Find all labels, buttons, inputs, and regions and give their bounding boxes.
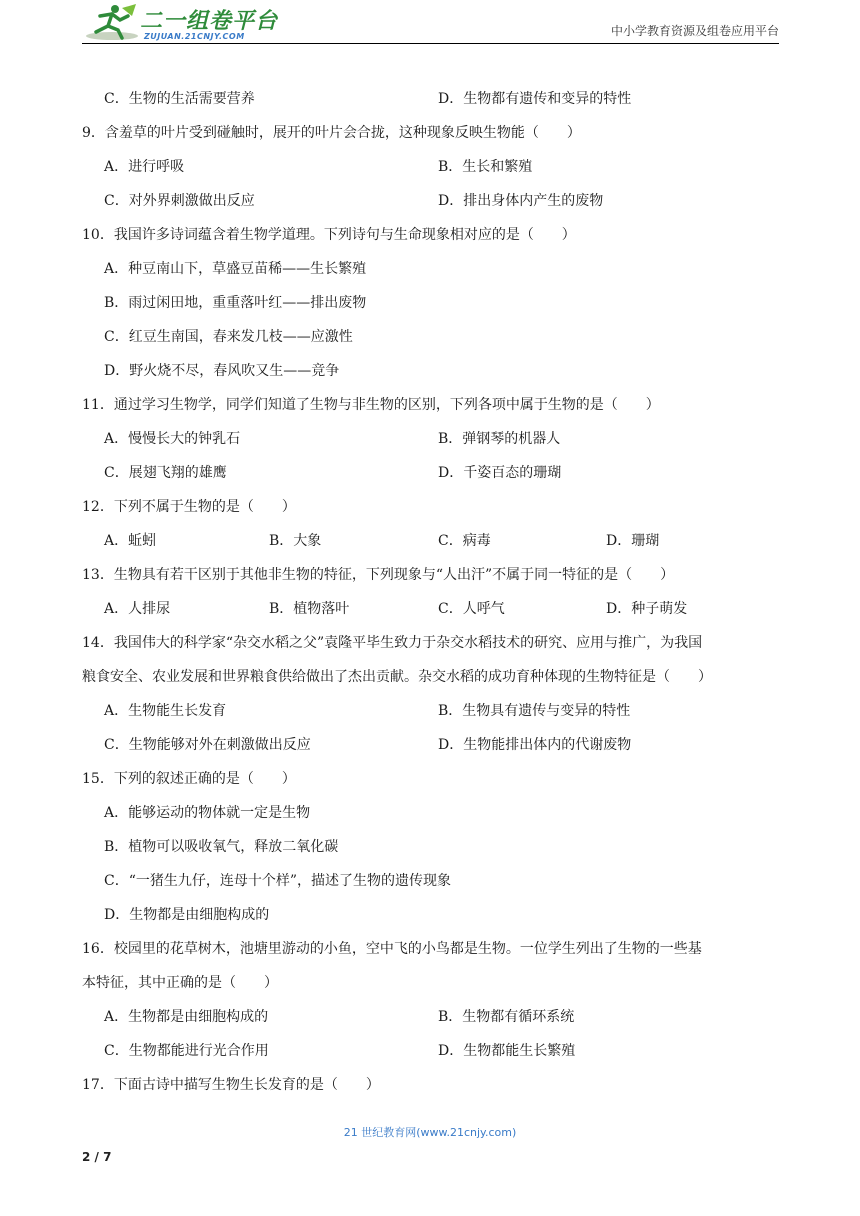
header-platform-text: 中小学教育资源及组卷应用平台 [610, 24, 779, 38]
answer-option[interactable]: B．大象 [269, 533, 322, 549]
question-stem: 粮食安全、农业发展和世界粮食供给做出了杰出贡献。杂交水稻的成功育种体现的生物特征是（ ） [82, 669, 712, 685]
question-q17 [82, 1068, 782, 1102]
question-list [82, 82, 782, 1102]
answer-option[interactable]: B．生物具有遗传与变异的特性 [438, 703, 631, 719]
logo-subtitle: ZUJUAN.21CNJY.COM [144, 32, 245, 41]
question-q12 [82, 490, 782, 558]
answer-option[interactable]: D．野火烧不尽，春风吹又生——竞争 [104, 363, 340, 379]
option-row [82, 422, 782, 456]
question-stem: 9．含羞草的叶片受到碰触时，展开的叶片会合拢，这种现象反映生物能（ ） [82, 125, 581, 141]
option-row [82, 1000, 782, 1034]
option-row [82, 456, 782, 490]
question-stem: 14．我国伟大的科学家“杂交水稻之父”袁隆平毕生致力于杂交水稻技术的研究、应用与推广，为我国 [82, 635, 703, 651]
option-row [82, 728, 782, 762]
option-row [82, 184, 782, 218]
question-q9 [82, 116, 782, 218]
answer-option[interactable]: A．生物能生长发育 [104, 703, 227, 719]
answer-option[interactable]: C．生物的生活需要营养 [104, 91, 255, 107]
answer-option[interactable]: D．千姿百态的珊瑚 [438, 465, 562, 481]
answer-option[interactable]: D．生物都是由细胞构成的 [104, 907, 270, 923]
answer-option[interactable]: B．植物落叶 [269, 601, 350, 617]
answer-option[interactable]: B．雨过闲田地，重重落叶红——排出废物 [104, 295, 367, 311]
answer-option[interactable]: D．排出身体内产生的废物 [438, 193, 604, 209]
answer-option[interactable]: D．珊瑚 [606, 533, 660, 549]
answer-option[interactable]: C．“一猪生九仔，连母十个样”，描述了生物的遗传现象 [104, 873, 452, 889]
question-q13 [82, 558, 782, 626]
site-logo[interactable] [82, 2, 312, 42]
question-stem: 本特征，其中正确的是（ ） [82, 975, 278, 991]
question-q15 [82, 762, 782, 932]
answer-option[interactable]: C．病毒 [438, 533, 491, 549]
question-q11 [82, 388, 782, 490]
question-stem: 10．我国许多诗词蕴含着生物学道理。下列诗句与生命现象相对应的是（ ） [82, 227, 576, 243]
option-row [82, 694, 782, 728]
answer-option[interactable]: A．慢慢长大的钟乳石 [104, 431, 241, 447]
answer-option[interactable]: B．生物都有循环系统 [438, 1009, 575, 1025]
question-q14 [82, 626, 782, 762]
answer-option[interactable]: C．生物能够对外在刺激做出反应 [104, 737, 311, 753]
logo-title: 二一组卷平台 [140, 9, 279, 34]
answer-option[interactable]: A．蚯蚓 [104, 533, 157, 549]
answer-option[interactable]: C．人呼气 [438, 601, 505, 617]
answer-option[interactable]: A．进行呼吸 [104, 159, 185, 175]
answer-option[interactable]: D．生物能排出体内的代谢废物 [438, 737, 632, 753]
answer-option[interactable]: D．种子萌发 [606, 601, 688, 617]
answer-option[interactable]: C．对外界刺激做出反应 [104, 193, 255, 209]
option-row [82, 524, 782, 558]
answer-option[interactable]: C．展翅飞翔的雄鹰 [104, 465, 227, 481]
answer-option[interactable]: B．弹钢琴的机器人 [438, 431, 561, 447]
answer-option[interactable]: A．生物都是由细胞构成的 [104, 1009, 269, 1025]
page-header [82, 0, 779, 44]
answer-option[interactable]: D．生物都有遗传和变异的特性 [438, 91, 632, 107]
answer-option[interactable]: A．人排尿 [104, 601, 171, 617]
question-q10 [82, 218, 782, 388]
option-row [82, 1034, 782, 1068]
question-q8-tail [82, 82, 782, 116]
header-divider [82, 43, 779, 44]
option-row [82, 150, 782, 184]
answer-option[interactable]: B．植物可以吸收氧气，释放二氧化碳 [104, 839, 339, 855]
question-q16 [82, 932, 782, 1068]
answer-option[interactable]: C．红豆生南国，春来发几枝——应激性 [104, 329, 353, 345]
answer-option[interactable]: C．生物都能进行光合作用 [104, 1043, 269, 1059]
answer-option[interactable]: B．生长和繁殖 [438, 159, 533, 175]
question-stem: 13．生物具有若干区别于其他非生物的特征，下列现象与“人出汗”不属于同一特征的是（ ） [82, 567, 675, 583]
option-row [82, 82, 782, 116]
question-stem: 15．下列的叙述正确的是（ ） [82, 771, 296, 787]
page-number: 2 / 7 [82, 1150, 112, 1164]
answer-option[interactable]: A．能够运动的物体就一定是生物 [104, 805, 311, 821]
option-row [82, 592, 782, 626]
question-stem: 17．下面古诗中描写生物生长发育的是（ ） [82, 1077, 380, 1093]
footer-site-link[interactable]: 21 世纪教育网(www.21cnjy.com) [343, 1126, 517, 1139]
question-stem: 12．下列不属于生物的是（ ） [82, 499, 296, 515]
answer-option[interactable]: D．生物都能生长繁殖 [438, 1043, 576, 1059]
question-stem: 11．通过学习生物学，同学们知道了生物与非生物的区别，下列各项中属于生物的是（ ） [82, 397, 660, 413]
answer-option[interactable]: A．种豆南山下，草盛豆苗稀——生长繁殖 [104, 261, 367, 277]
question-stem: 16．校园里的花草树木，池塘里游动的小鱼，空中飞的小鸟都是生物。一位学生列出了生物的一些基 [82, 941, 702, 957]
